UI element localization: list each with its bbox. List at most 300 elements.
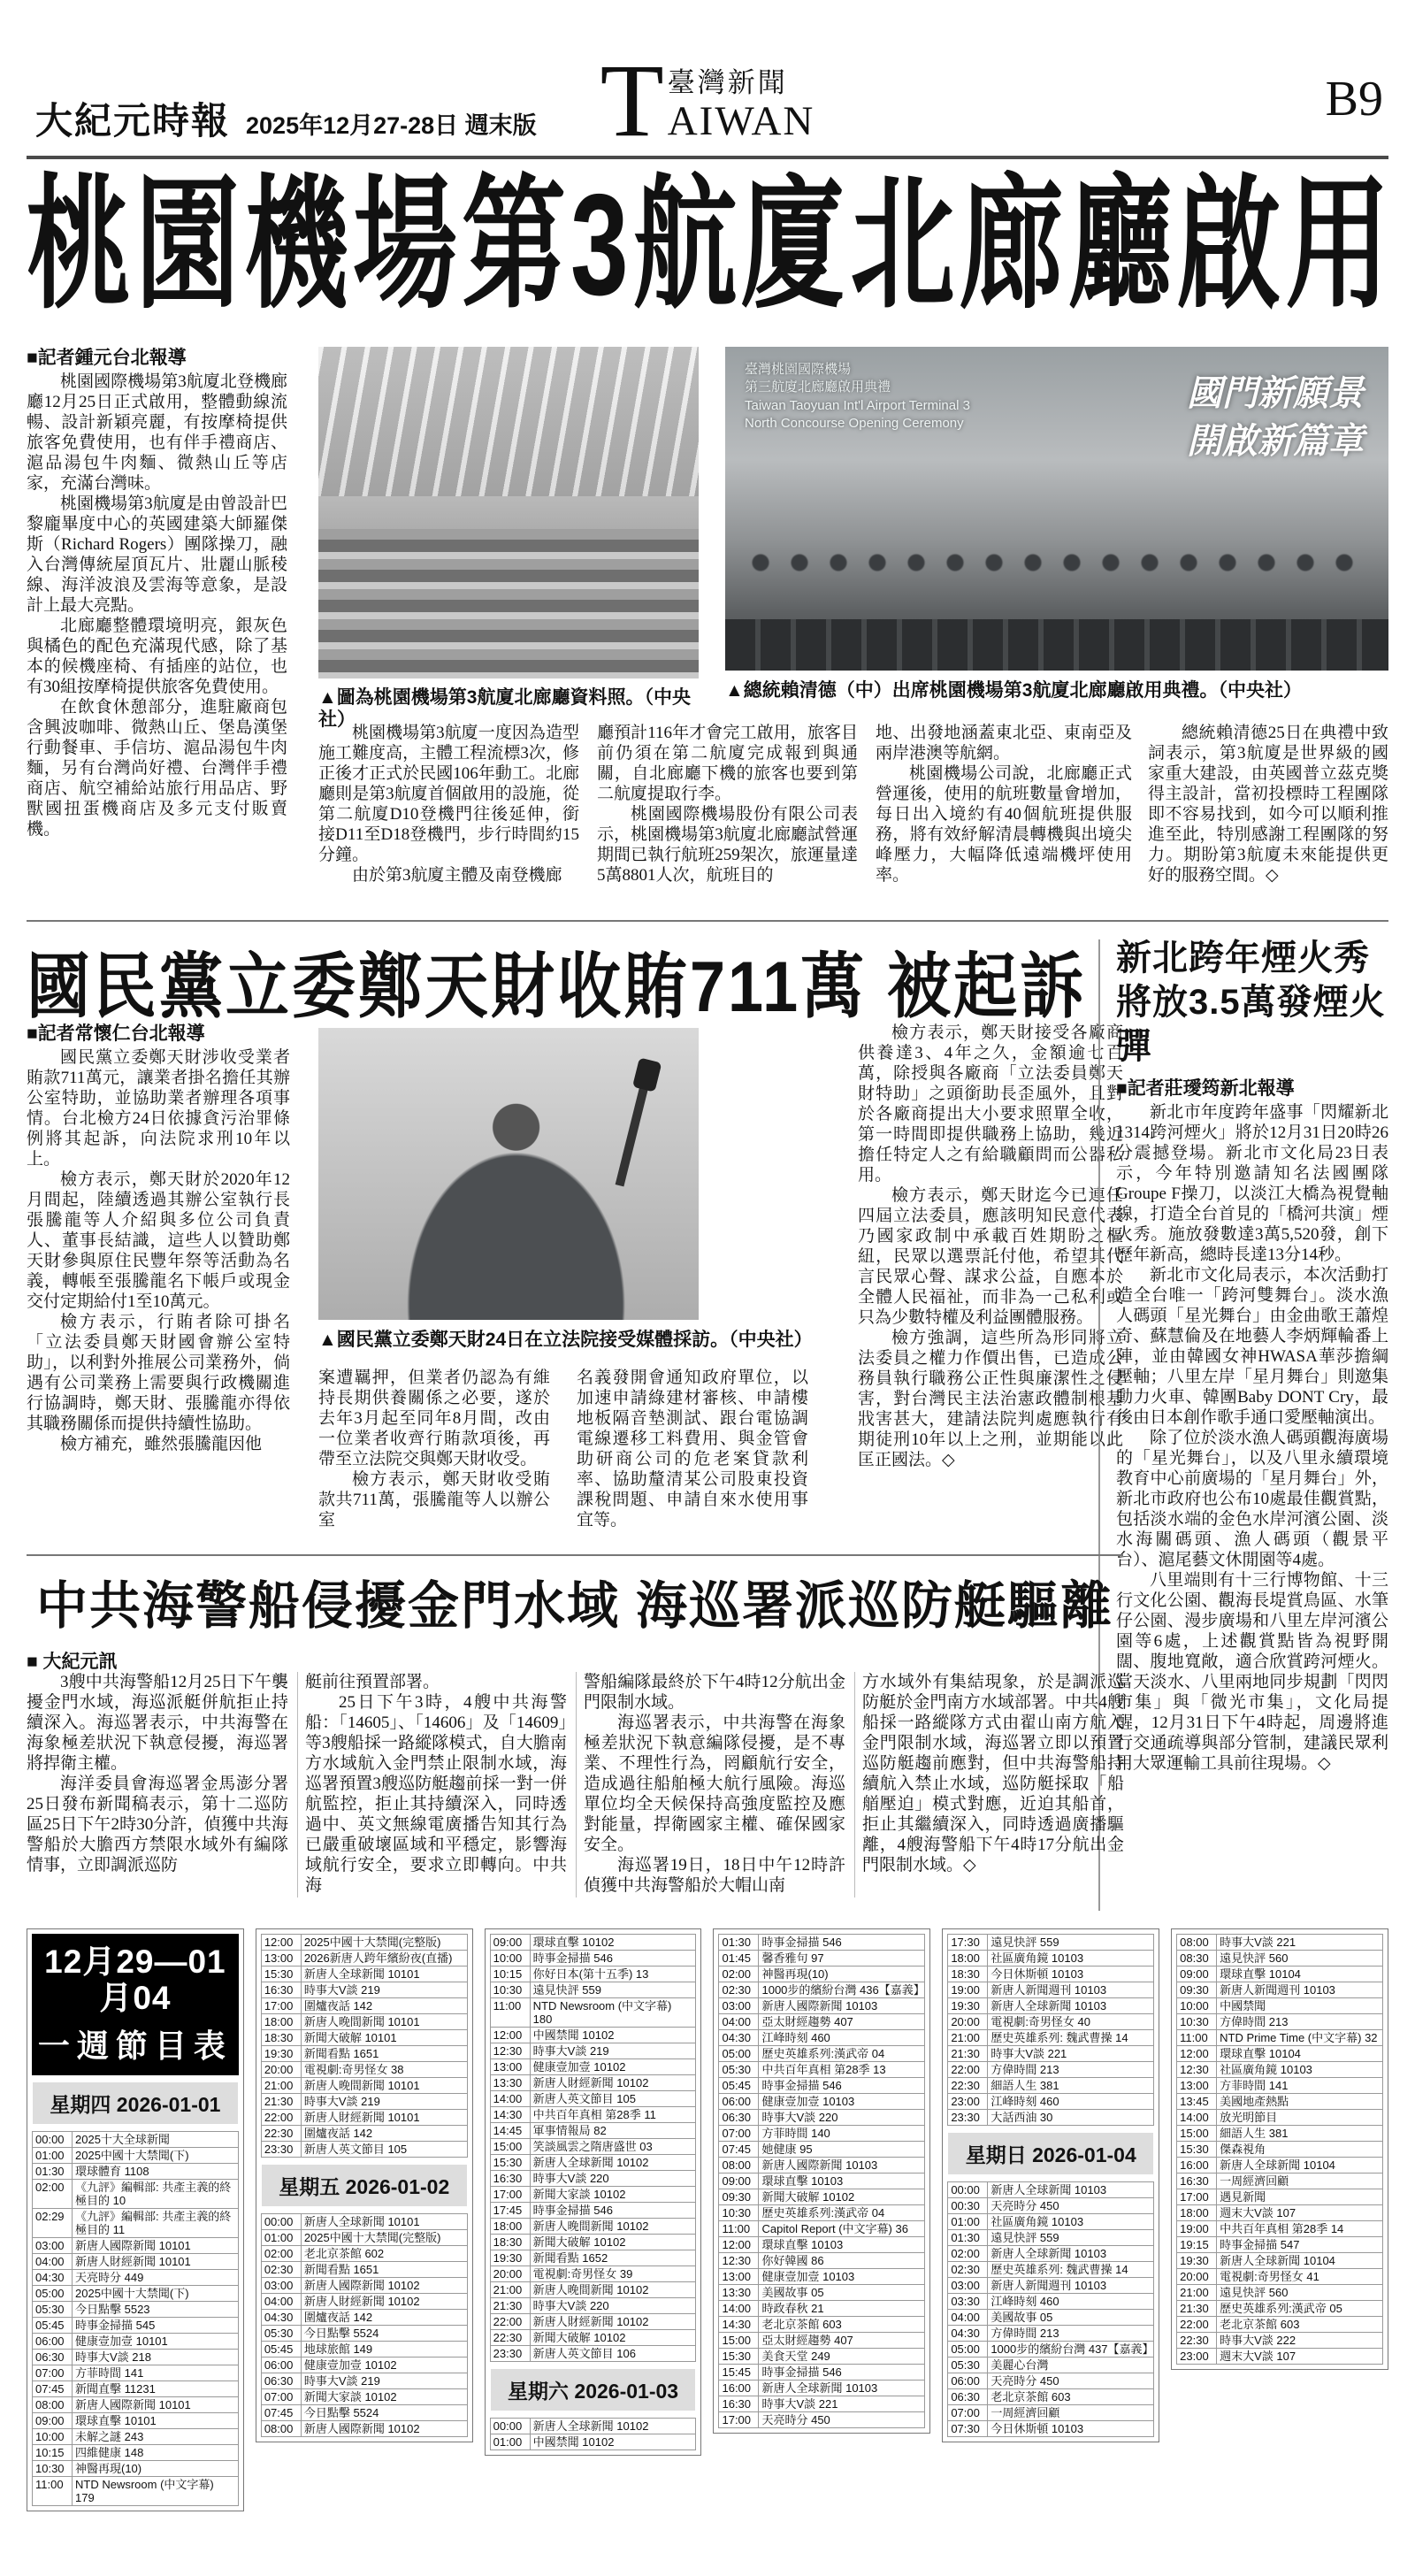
tv-program: 新聞大家談 10102 bbox=[301, 2389, 467, 2405]
tv-time: 04:30 bbox=[948, 2326, 988, 2342]
tv-time: 03:00 bbox=[261, 2278, 301, 2294]
tv-time: 18:00 bbox=[261, 2014, 301, 2030]
article1 bbox=[27, 347, 1388, 913]
tv-row bbox=[1177, 2253, 1383, 2269]
tv-row bbox=[948, 2062, 1154, 2078]
tv-row bbox=[261, 2246, 467, 2262]
tv-row bbox=[719, 2030, 925, 2046]
tv-program: 時事大V談 220 bbox=[759, 2110, 925, 2126]
tv-row bbox=[1177, 2014, 1383, 2030]
tv-rows-table bbox=[1176, 1934, 1383, 2365]
tv-time: 04:00 bbox=[261, 2294, 301, 2310]
tv-time: 19:30 bbox=[261, 2046, 301, 2062]
tv-program: 四維健康 148 bbox=[73, 2445, 239, 2461]
tv-row bbox=[490, 2298, 696, 2314]
article4-headline: 中共海警船侵擾金門水域 海巡署派巡防艇驅離 bbox=[35, 1577, 1114, 1635]
tv-time: 12:30 bbox=[1177, 2062, 1217, 2078]
tv-row bbox=[719, 2285, 925, 2301]
paragraph: 方水域外有集結現象，於是調派巡防艇於金門南方水域部署。中共4艘船採一路縱隊方式由翟山南方航入金門限制水域，海巡署立即以預置巡防艇趨前應對，但中共海警船持續航入禁止水域，巡防艇採取「船艏壓迫」模式對應，近迫其船首，拒止其繼續深入，同時透過廣播驅離，4艘海警船下午4時17分航出金門限制水域。◇ bbox=[862, 1673, 1124, 1874]
tv-time: 00:30 bbox=[948, 2198, 988, 2214]
tv-time: 07:45 bbox=[33, 2381, 73, 2397]
tv-program: 新唐人英文節目 105 bbox=[301, 2142, 467, 2158]
tv-time: 11:00 bbox=[33, 2477, 73, 2506]
tv-row bbox=[948, 2078, 1154, 2094]
tv-program: 新聞大破解 10102 bbox=[759, 2189, 925, 2205]
tv-program: 江峰時刻 460 bbox=[988, 2094, 1154, 2110]
tv-program: 美國故事 05 bbox=[759, 2285, 925, 2301]
tv-program: 電視劇:奇男怪女 39 bbox=[530, 2266, 696, 2282]
tv-program: 圍爐夜話 142 bbox=[301, 2126, 467, 2142]
tv-program: 時事金掃描 547 bbox=[1217, 2237, 1383, 2253]
article3-byline: ■記者莊璦筠新北報導 bbox=[1116, 1078, 1295, 1099]
tv-row bbox=[719, 2380, 925, 2396]
tv-time: 00:00 bbox=[490, 2419, 530, 2434]
tv-time: 22:00 bbox=[261, 2110, 301, 2126]
tv-row bbox=[490, 2075, 696, 2091]
paragraph: 桃園機場第3航廈一度因為造型施工難度高，主體工程流標3次，修正後才正式於民國106年動工。北廊廳則是第3航廈首個啟用的設施，從第二航廈D10登機門往後延伸，銜接D11至D18登機門，步行時間約15分鐘。 bbox=[318, 724, 579, 864]
tv-program: 遠見快評 559 bbox=[988, 2230, 1154, 2246]
tv-time: 18:00 bbox=[1177, 2205, 1217, 2221]
tv-program: 地球旅館 149 bbox=[301, 2342, 467, 2358]
tv-time: 18:00 bbox=[490, 2219, 530, 2235]
tv-program: 歷史英雄系列: 魏武曹操 14 bbox=[988, 2262, 1154, 2278]
tv-row bbox=[261, 2142, 467, 2158]
page-number: B9 bbox=[1325, 72, 1383, 126]
tv-program: 中共百年真相 第28季 11 bbox=[530, 2107, 696, 2123]
tv-program: 時事金掃描 546 bbox=[759, 2078, 925, 2094]
tv-program: 一周經濟回顧 bbox=[1217, 2174, 1383, 2189]
airport-terminal-photo bbox=[318, 347, 699, 678]
tv-row bbox=[1177, 2158, 1383, 2174]
tv-time: 10:30 bbox=[490, 1982, 530, 1998]
tv-row bbox=[33, 2461, 239, 2477]
tv-time: 04:00 bbox=[33, 2254, 73, 2270]
tv-time: 16:30 bbox=[1177, 2174, 1217, 2189]
tv-row bbox=[948, 2214, 1154, 2230]
tv-row bbox=[948, 2358, 1154, 2373]
tv-row bbox=[719, 1935, 925, 1951]
tv-time: 23:00 bbox=[948, 2094, 988, 2110]
tv-time: 10:15 bbox=[490, 1966, 530, 1982]
tv-time: 14:45 bbox=[490, 2123, 530, 2139]
tv-program: 神醫再現(10) bbox=[73, 2461, 239, 2477]
tv-time: 05:30 bbox=[948, 2358, 988, 2373]
tv-program: 亞太財經趨勢 407 bbox=[759, 2014, 925, 2030]
tv-time: 23:30 bbox=[490, 2346, 530, 2362]
tv-day-header: 星期四 2026-01-01 bbox=[33, 2082, 238, 2124]
tv-program: 江峰時刻 460 bbox=[988, 2294, 1154, 2310]
tv-row bbox=[33, 2334, 239, 2350]
tv-time: 04:30 bbox=[719, 2030, 759, 2046]
tv-row bbox=[1177, 2174, 1383, 2189]
tv-time: 09:00 bbox=[490, 1935, 530, 1951]
tv-program: 電視劇:奇男怪女 41 bbox=[1217, 2269, 1383, 2285]
tv-time: 05:45 bbox=[719, 2078, 759, 2094]
tv-time: 12:00 bbox=[261, 1935, 301, 1951]
tv-row bbox=[948, 1935, 1154, 1951]
tv-row bbox=[719, 2301, 925, 2317]
tv-row bbox=[948, 2094, 1154, 2110]
tv-program: 新唐人晚間新聞 10101 bbox=[301, 2014, 467, 2030]
tv-row bbox=[1177, 2221, 1383, 2237]
tv-row bbox=[33, 2302, 239, 2318]
tv-program: 歷史英雄系列: 魏武曹操 14 bbox=[988, 2030, 1154, 2046]
tv-row bbox=[719, 2365, 925, 2380]
paragraph: 25日下午3時，4艘中共海警船：「14605」、「14606」及「14609」等3艘船採一路縱隊模式，自大膽南方水域航入金門禁止限制水域，海巡署預置3艘巡防艇趨前採一對一併航監控，拒止其持續深入，同時透過中、英文無線電廣播告知其行為已嚴重破壞區域和平穩定，影響海域航行安全，要求立即轉向。中共海 bbox=[305, 1693, 567, 1895]
tv-program: 新聞大家談 10102 bbox=[530, 2187, 696, 2203]
tv-row bbox=[261, 2094, 467, 2110]
tv-column-6 bbox=[1171, 1928, 1388, 2370]
tv-time: 02:30 bbox=[948, 2262, 988, 2278]
tv-row bbox=[1177, 2094, 1383, 2110]
tv-program: 方菲時間 140 bbox=[759, 2126, 925, 2142]
tv-row bbox=[261, 2214, 467, 2230]
tv-program: 環球直擊 10104 bbox=[1217, 2046, 1383, 2062]
tv-row bbox=[490, 2434, 696, 2450]
paragraph: 檢方表示，鄭天財迄今已連任四屆立法委員，應該明知民意代表乃國家政制中承載百姓期盼之樞紐，民眾以選票託付他，希望其代言民眾心聲、謀求公益，自應本於全體人民福祉，而非為一己私利或只為少數特權及利益團體服務。 bbox=[858, 1186, 1123, 1327]
tv-time: 09:30 bbox=[1177, 1982, 1217, 1998]
tv-program: 新唐人英文節目 105 bbox=[530, 2091, 696, 2107]
tv-program: 江峰時刻 460 bbox=[759, 2030, 925, 2046]
tv-time: 17:00 bbox=[261, 1998, 301, 2014]
tv-program: 中共百年真相 第28季 13 bbox=[759, 2062, 925, 2078]
tv-time: 13:30 bbox=[719, 2285, 759, 2301]
tv-time: 13:00 bbox=[719, 2269, 759, 2285]
tv-row bbox=[33, 2148, 239, 2164]
tv-program: 2025中國十大禁聞(完整版) bbox=[301, 1935, 467, 1951]
tv-time: 21:30 bbox=[261, 2094, 301, 2110]
tv-row bbox=[719, 2333, 925, 2349]
tv-time: 08:00 bbox=[261, 2421, 301, 2437]
tv-program: 今日休斯頓 10103 bbox=[988, 2421, 1154, 2437]
tv-row bbox=[719, 2253, 925, 2269]
tv-time: 06:00 bbox=[719, 2094, 759, 2110]
tv-program: 健康壹加壹 10102 bbox=[530, 2059, 696, 2075]
article1-column-1 bbox=[27, 347, 287, 913]
tv-time: 10:00 bbox=[1177, 1998, 1217, 2014]
tv-time: 16:30 bbox=[719, 2396, 759, 2412]
tv-time: 19:15 bbox=[1177, 2237, 1217, 2253]
tv-program: 《九評》編輯部: 共產主義的終極目的 10 bbox=[73, 2180, 239, 2209]
tv-program: 健康壹加壹 10103 bbox=[759, 2269, 925, 2285]
ceremony-slogan: 國門新願景 開啟新篇章 bbox=[1187, 373, 1364, 461]
tv-time: 00:00 bbox=[948, 2182, 988, 2198]
tv-program: 遠見快評 559 bbox=[988, 1935, 1154, 1951]
tv-row bbox=[490, 2282, 696, 2298]
tv-program: 新唐人英文節目 106 bbox=[530, 2346, 696, 2362]
tv-time: 20:00 bbox=[1177, 2269, 1217, 2285]
tv-time: 09:00 bbox=[719, 2174, 759, 2189]
tv-program: 今日點擊 5524 bbox=[301, 2326, 467, 2342]
tv-row bbox=[490, 2250, 696, 2266]
tv-program: 環球直擊 10103 bbox=[759, 2174, 925, 2189]
tv-program: 時事大V談 221 bbox=[759, 2396, 925, 2412]
tv-row bbox=[1177, 1951, 1383, 1966]
tv-time: 10:15 bbox=[33, 2445, 73, 2461]
tv-program: 神醫再現(10) bbox=[759, 1966, 925, 1982]
tv-program: 中國禁聞 10102 bbox=[530, 2028, 696, 2043]
tv-time: 19:30 bbox=[1177, 2253, 1217, 2269]
tv-row bbox=[1177, 2269, 1383, 2285]
tv-row bbox=[261, 2405, 467, 2421]
tv-time: 11:00 bbox=[490, 1998, 530, 2028]
tv-program: 大話西油 30 bbox=[988, 2110, 1154, 2126]
tv-program: 時事大V談 219 bbox=[301, 2373, 467, 2389]
tv-time: 08:30 bbox=[1177, 1951, 1217, 1966]
tv-program: 天亮時分 449 bbox=[73, 2270, 239, 2286]
tv-row bbox=[1177, 1966, 1383, 1982]
tv-time: 06:30 bbox=[33, 2350, 73, 2365]
tv-program: 新唐人全球新聞 10101 bbox=[301, 1966, 467, 1982]
legislator-photo bbox=[318, 1028, 699, 1320]
tv-row bbox=[1177, 2301, 1383, 2317]
tv-program: 電視劇:奇男怪女 40 bbox=[988, 2014, 1154, 2030]
photo3-caption: ▲國民黨立委鄭天財24日在立法院接受媒體採訪。（中央社） bbox=[318, 1330, 813, 1350]
tv-row bbox=[1177, 2349, 1383, 2365]
tv-row bbox=[261, 2294, 467, 2310]
article2-byline: ■記者常懷仁台北報導 bbox=[27, 1024, 205, 1044]
photo2-caption: ▲總統賴清德（中）出席桃園機場第3航廈北廊廳啟用典禮。（中央社） bbox=[725, 680, 1302, 701]
tv-time: 16:00 bbox=[1177, 2158, 1217, 2174]
tv-program: 新唐人晚間新聞 10101 bbox=[301, 2078, 467, 2094]
tv-program: 2025中國十大禁聞(完整版) bbox=[301, 2230, 467, 2246]
paragraph: 北廊廳整體環境明亮，銀灰色與橘色的配色充滿現代感，除了基本的候機座椅、有插座的站位，也有30組按摩椅提供旅客免費使用。 bbox=[27, 617, 287, 696]
tv-time: 18:00 bbox=[948, 1951, 988, 1966]
tv-column-2 bbox=[256, 1928, 473, 2442]
article1-column-3 bbox=[597, 723, 858, 913]
tv-row bbox=[948, 2230, 1154, 2246]
tv-row bbox=[490, 2107, 696, 2123]
tv-program: 今日休斯頓 10103 bbox=[988, 1966, 1154, 1982]
tv-time: 23:00 bbox=[1177, 2349, 1217, 2365]
tv-row bbox=[261, 2078, 467, 2094]
tv-time: 05:00 bbox=[948, 2342, 988, 2358]
tv-program: 新聞大破解 10101 bbox=[301, 2030, 467, 2046]
tv-time: 11:00 bbox=[719, 2221, 759, 2237]
terminal-ceiling-graphic bbox=[318, 347, 699, 496]
tv-program: 時事大V談 220 bbox=[530, 2298, 696, 2314]
tv-time: 00:00 bbox=[261, 2214, 301, 2230]
tv-time: 18:30 bbox=[490, 2235, 530, 2250]
article4 bbox=[27, 1564, 1123, 1918]
tv-program: 新唐人財經新聞 10101 bbox=[73, 2254, 239, 2270]
tv-row bbox=[719, 2189, 925, 2205]
tv-time: 07:00 bbox=[261, 2389, 301, 2405]
tv-time: 17:00 bbox=[719, 2412, 759, 2428]
tv-program: 新唐人全球新聞 10104 bbox=[1217, 2253, 1383, 2269]
tv-program: 馨香雅句 97 bbox=[759, 1951, 925, 1966]
tv-program: 歷史英雄系列:漢武帝 04 bbox=[759, 2205, 925, 2221]
tv-row bbox=[261, 1966, 467, 1982]
tv-program: 方偉時間 213 bbox=[988, 2326, 1154, 2342]
tv-row bbox=[490, 2187, 696, 2203]
ceremony-banner-text: 臺灣桃園國際機場 第三航廈北廊廳啟用典禮 Taiwan Taoyuan Int'l Airport Terminal 3 North Concourse Opening Ceremony bbox=[745, 362, 970, 431]
tv-row bbox=[490, 2266, 696, 2282]
tv-row bbox=[261, 2230, 467, 2246]
tv-row bbox=[948, 1998, 1154, 2014]
tv-program: 歷史英雄系列:漢武帝 04 bbox=[759, 2046, 925, 2062]
tv-row bbox=[719, 2110, 925, 2126]
tv-row bbox=[490, 2219, 696, 2235]
tv-program: 新唐人全球新聞 10101 bbox=[301, 2214, 467, 2230]
tv-time: 13:45 bbox=[1177, 2094, 1217, 2110]
section-rule-1 bbox=[27, 920, 1388, 922]
paragraph: 檢方表示，鄭天財接受各廠商供養達3、4年之久，金額逾七百萬，除授與各廠商「立法委員鄭天財特助」之頭銜助長歪風外，且對於各廠商提出大小要求照單全收，第一時間即提供職務上協助，幾近擔任特定人之有給職顧問而公器私用。 bbox=[858, 1024, 1123, 1184]
tv-program: 時事金掃描 546 bbox=[530, 2203, 696, 2219]
photo1-caption: ▲圖為桃園機場第3航廈北廊廳資料照。（中央社） bbox=[318, 687, 691, 730]
tv-row bbox=[1177, 2142, 1383, 2158]
tv-time: 13:00 bbox=[261, 1951, 301, 1966]
tv-time: 20:00 bbox=[261, 2062, 301, 2078]
tv-time: 01:00 bbox=[261, 2230, 301, 2246]
tv-program: 未解之謎 243 bbox=[73, 2429, 239, 2445]
tv-time: 02:00 bbox=[33, 2180, 73, 2209]
tv-time: 17:30 bbox=[948, 1935, 988, 1951]
tv-time: 10:30 bbox=[33, 2461, 73, 2477]
tv-program: 天亮時分 450 bbox=[988, 2198, 1154, 2214]
tv-column-1 bbox=[27, 1928, 244, 2511]
tv-time: 10:00 bbox=[33, 2429, 73, 2445]
tv-time: 02:30 bbox=[261, 2262, 301, 2278]
tv-row bbox=[261, 2262, 467, 2278]
tv-row bbox=[261, 2310, 467, 2326]
tv-row bbox=[719, 2205, 925, 2221]
tv-row bbox=[719, 1982, 925, 1998]
tv-program: 環球直擊 10103 bbox=[759, 2237, 925, 2253]
tv-time: 15:30 bbox=[719, 2349, 759, 2365]
tv-time: 06:30 bbox=[261, 2373, 301, 2389]
paragraph: 海巡署表示，中共海警在海象極差狀況下執意編隊侵擾，是不專業、不理性行為，罔顧航行安全，造成過往船舶極大航行風險。海巡單位均全天候保持高強度監控及應對能量，捍衛國家主權、確保國家安全。 bbox=[584, 1714, 845, 1854]
tv-row bbox=[490, 1935, 696, 1951]
tv-row bbox=[719, 1966, 925, 1982]
article4-column-4 bbox=[862, 1672, 1124, 1904]
tv-week-banner: 12月29—01月04 一週節目表 bbox=[32, 1934, 239, 2075]
column-divider bbox=[297, 1672, 298, 1898]
tv-program: 時事大V談 222 bbox=[1217, 2333, 1383, 2349]
tv-row bbox=[490, 2171, 696, 2187]
tv-row bbox=[948, 2198, 1154, 2214]
tv-program: 中國禁聞 bbox=[1217, 1998, 1383, 2014]
tv-program: 新唐人全球新聞 10102 bbox=[530, 2155, 696, 2171]
tv-time: 13:30 bbox=[490, 2075, 530, 2091]
tv-row bbox=[33, 2180, 239, 2209]
tv-time: 05:30 bbox=[261, 2326, 301, 2342]
tv-time: 04:30 bbox=[33, 2270, 73, 2286]
tv-program: 方菲時間 141 bbox=[73, 2365, 239, 2381]
tv-time: 21:00 bbox=[261, 2078, 301, 2094]
tv-program: 時事大V談 219 bbox=[530, 2043, 696, 2059]
article2-column-2b bbox=[577, 1368, 808, 1550]
tv-program: 週末大V談 107 bbox=[1217, 2349, 1383, 2365]
logo-chinese: 臺灣新聞 bbox=[667, 67, 788, 98]
tv-row bbox=[490, 2419, 696, 2434]
tv-row bbox=[33, 2254, 239, 2270]
tv-program: 老北京茶館 603 bbox=[1217, 2317, 1383, 2333]
tv-time: 06:30 bbox=[948, 2389, 988, 2405]
tv-schedule bbox=[27, 1928, 1388, 2511]
tv-row bbox=[261, 2014, 467, 2030]
tv-program: 新唐人財經新聞 10101 bbox=[301, 2110, 467, 2126]
tv-time: 07:00 bbox=[719, 2126, 759, 2142]
tv-time: 10:00 bbox=[490, 1951, 530, 1966]
tv-row bbox=[1177, 2110, 1383, 2126]
tv-row bbox=[33, 2286, 239, 2302]
tv-day-header: 星期五 2026-01-02 bbox=[262, 2165, 467, 2206]
tv-row bbox=[719, 2237, 925, 2253]
paragraph: 名義發開會通知政府單位，以加速申請綠建材審核、申請樓地板隔音墊測試、跟台電協調電線遷移工料費用、與金管會助研商公司的危老案貸款利率、協助釐清某公司股東投資課稅問題、申請自來水使用事宜等。 bbox=[577, 1368, 808, 1530]
tv-row bbox=[948, 2405, 1154, 2421]
tv-program: 美食天堂 249 bbox=[759, 2349, 925, 2365]
tv-row bbox=[261, 2358, 467, 2373]
tv-time: 21:30 bbox=[490, 2298, 530, 2314]
tv-row bbox=[33, 2209, 239, 2238]
paragraph: 地、出發地涵蓋東北亞、東南亞及兩岸港澳等航網。 bbox=[876, 724, 1132, 763]
tv-row bbox=[490, 2203, 696, 2219]
tv-time: 12:00 bbox=[1177, 2046, 1217, 2062]
tv-program: 新唐人新聞週刊 10103 bbox=[988, 1982, 1154, 1998]
tv-time: 19:00 bbox=[1177, 2221, 1217, 2237]
tv-row bbox=[719, 2078, 925, 2094]
article1-column-5 bbox=[1148, 723, 1388, 913]
tv-time: 18:30 bbox=[261, 2030, 301, 2046]
tv-row bbox=[33, 2445, 239, 2461]
tv-row bbox=[490, 1982, 696, 1998]
tv-row bbox=[948, 2294, 1154, 2310]
tv-program: 新唐人國際新聞 10103 bbox=[759, 1998, 925, 2014]
tv-row bbox=[719, 1998, 925, 2014]
tv-program: 細語人生 381 bbox=[988, 2078, 1154, 2094]
article2 bbox=[27, 929, 1123, 1553]
tv-program: 老北京茶館 603 bbox=[759, 2317, 925, 2333]
tv-time: 10:30 bbox=[719, 2205, 759, 2221]
tv-time: 08:00 bbox=[33, 2397, 73, 2413]
tv-day-header: 星期日 2026-01-04 bbox=[948, 2133, 1153, 2174]
tv-row bbox=[948, 2278, 1154, 2294]
paragraph: 艇前往預置部署。 bbox=[305, 1673, 440, 1691]
tv-time: 14:00 bbox=[1177, 2110, 1217, 2126]
tv-program: 遠見快評 560 bbox=[1217, 2285, 1383, 2301]
tv-row bbox=[490, 2330, 696, 2346]
tv-program: 細語人生 381 bbox=[1217, 2126, 1383, 2142]
tv-row bbox=[719, 2014, 925, 2030]
tv-time: 07:45 bbox=[261, 2405, 301, 2421]
section-rule-2 bbox=[27, 1554, 1123, 1556]
article1-headline: 桃園機場第3航廈北廊廳啟用 bbox=[27, 165, 1395, 326]
tv-time: 20:00 bbox=[948, 2014, 988, 2030]
tv-row bbox=[1177, 2285, 1383, 2301]
tv-time: 03:00 bbox=[33, 2238, 73, 2254]
tv-program: 時政春秋 21 bbox=[759, 2301, 925, 2317]
tv-row bbox=[1177, 2317, 1383, 2333]
tv-row bbox=[1177, 1935, 1383, 1951]
tv-program: 1000步的繽紛台灣 437【嘉義】 bbox=[988, 2342, 1154, 2358]
tv-program: 《九評》編輯部: 共產主義的終極目的 11 bbox=[73, 2209, 239, 2238]
tv-program: 時事金掃描 546 bbox=[759, 1935, 925, 1951]
tv-column-3 bbox=[485, 1928, 702, 2456]
paragraph: 除了位於淡水漁人碼頭觀海廣場的「星光舞台」，以及八里永續環境教育中心前廣場的「星月舞台」外，新北市政府也公布10處最佳觀賞點，包括淡水端的金色水岸河濱公園、淡水海關碼頭、漁人碼頭（觀景平台）、滬尾藝文休閒園等4處。 bbox=[1116, 1429, 1388, 1569]
tv-program: 軍事情報局 82 bbox=[530, 2123, 696, 2139]
tv-time: 22:30 bbox=[948, 2078, 988, 2094]
tv-row bbox=[719, 2396, 925, 2412]
tv-program: 遇見新聞 bbox=[1217, 2189, 1383, 2205]
tv-row bbox=[719, 2142, 925, 2158]
tv-time: 02:00 bbox=[261, 2246, 301, 2262]
tv-program: 新聞直擊 11231 bbox=[73, 2381, 239, 2397]
tv-row bbox=[1177, 1998, 1383, 2014]
tv-program: 天亮時分 450 bbox=[988, 2373, 1154, 2389]
tv-program: 新唐人全球新聞 10103 bbox=[988, 2246, 1154, 2262]
tv-rows-table bbox=[947, 2181, 1154, 2437]
